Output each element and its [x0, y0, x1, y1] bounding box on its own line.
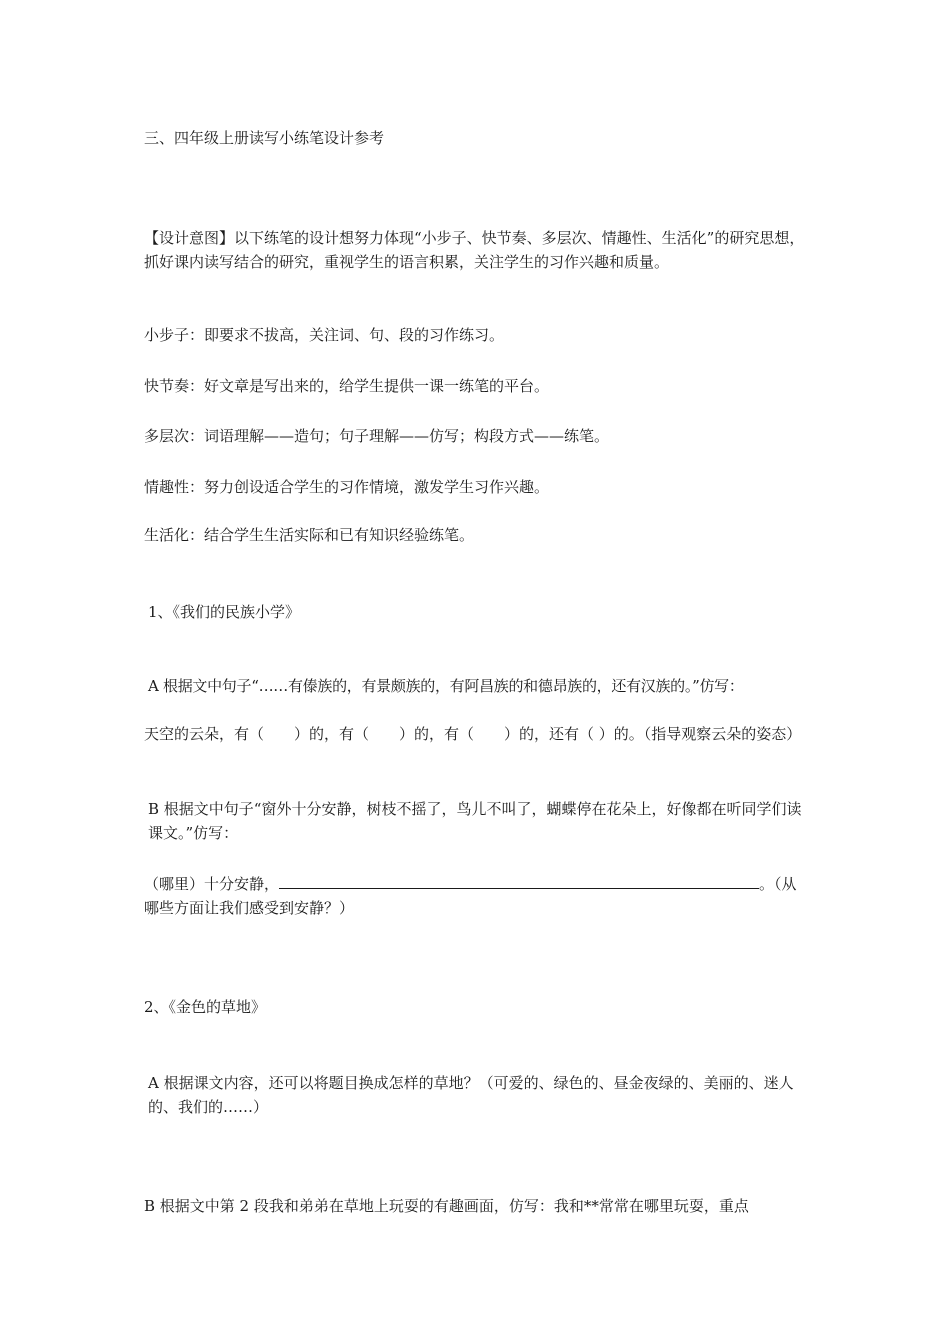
lesson-1-b-exercise — [144, 872, 810, 920]
lesson-1-b-exercise-start: （哪里）十分安静， — [144, 875, 280, 893]
principle-small-steps: 小步子：即要求不拔高，关注词、句、段的习作练习。 — [144, 326, 505, 344]
lesson-1-a-prompt: A 根据文中句子“……有傣族的，有景颇族的，有阿昌族的和德昂族的，还有汉族的。”仿写： — [148, 677, 744, 695]
principle-fast-pace: 快节奏：好文章是写出来的，给学生提供一课一练笔的平台。 — [144, 377, 550, 395]
lesson-1-a-exercise: 天空的云朵，有（ ）的，有（ ）的，有（ ）的，还有（ ）的。（指导观察云朵的姿态） — [144, 725, 802, 743]
lesson-1-b-prompt: B 根据文中句子“窗外十分安静，树枝不摇了，鸟儿不叫了，蝴蝶停在花朵上，好像都在听同学们读课文。”仿写： — [148, 800, 802, 842]
lesson-1-b-exercise-end: 。（从哪些方面让我们感受到安静？） — [144, 875, 797, 917]
fill-in-blank-line[interactable] — [279, 872, 759, 889]
document-title: 三、四年级上册读写小练笔设计参考 — [144, 129, 385, 147]
principle-multi-level: 多层次：词语理解——造句；句子理解——仿写；构段方式——练笔。 — [144, 427, 610, 445]
principle-interest: 情趣性：努力创设适合学生的习作情境，激发学生习作兴趣。 — [144, 478, 550, 496]
principle-life-oriented: 生活化：结合学生生活实际和已有知识经验练笔。 — [144, 526, 475, 544]
lesson-2-b-prompt: B 根据文中第 2 段我和弟弟在草地上玩耍的有趣画面，仿写：我和**常常在哪里玩耍，重点 — [144, 1197, 749, 1215]
lesson-2-a-prompt: A 根据课文内容，还可以将题目换成怎样的草地？（可爱的、绿色的、昼金夜绿的、美丽的、迷人的、我们的……） — [148, 1074, 794, 1116]
design-intent-paragraph: 【设计意图】以下练笔的设计想努力体现“小步子、快节奏、多层次、情趣性、生活化”的研究思想， 抓好课内读写结合的研究，重视学生的语言积累，关注学生的习作兴趣和质量。 — [144, 229, 805, 271]
lesson-2-heading: 2、《金色的草地》 — [144, 998, 267, 1016]
lesson-1-heading: 1、《我们的民族小学》 — [148, 603, 301, 621]
